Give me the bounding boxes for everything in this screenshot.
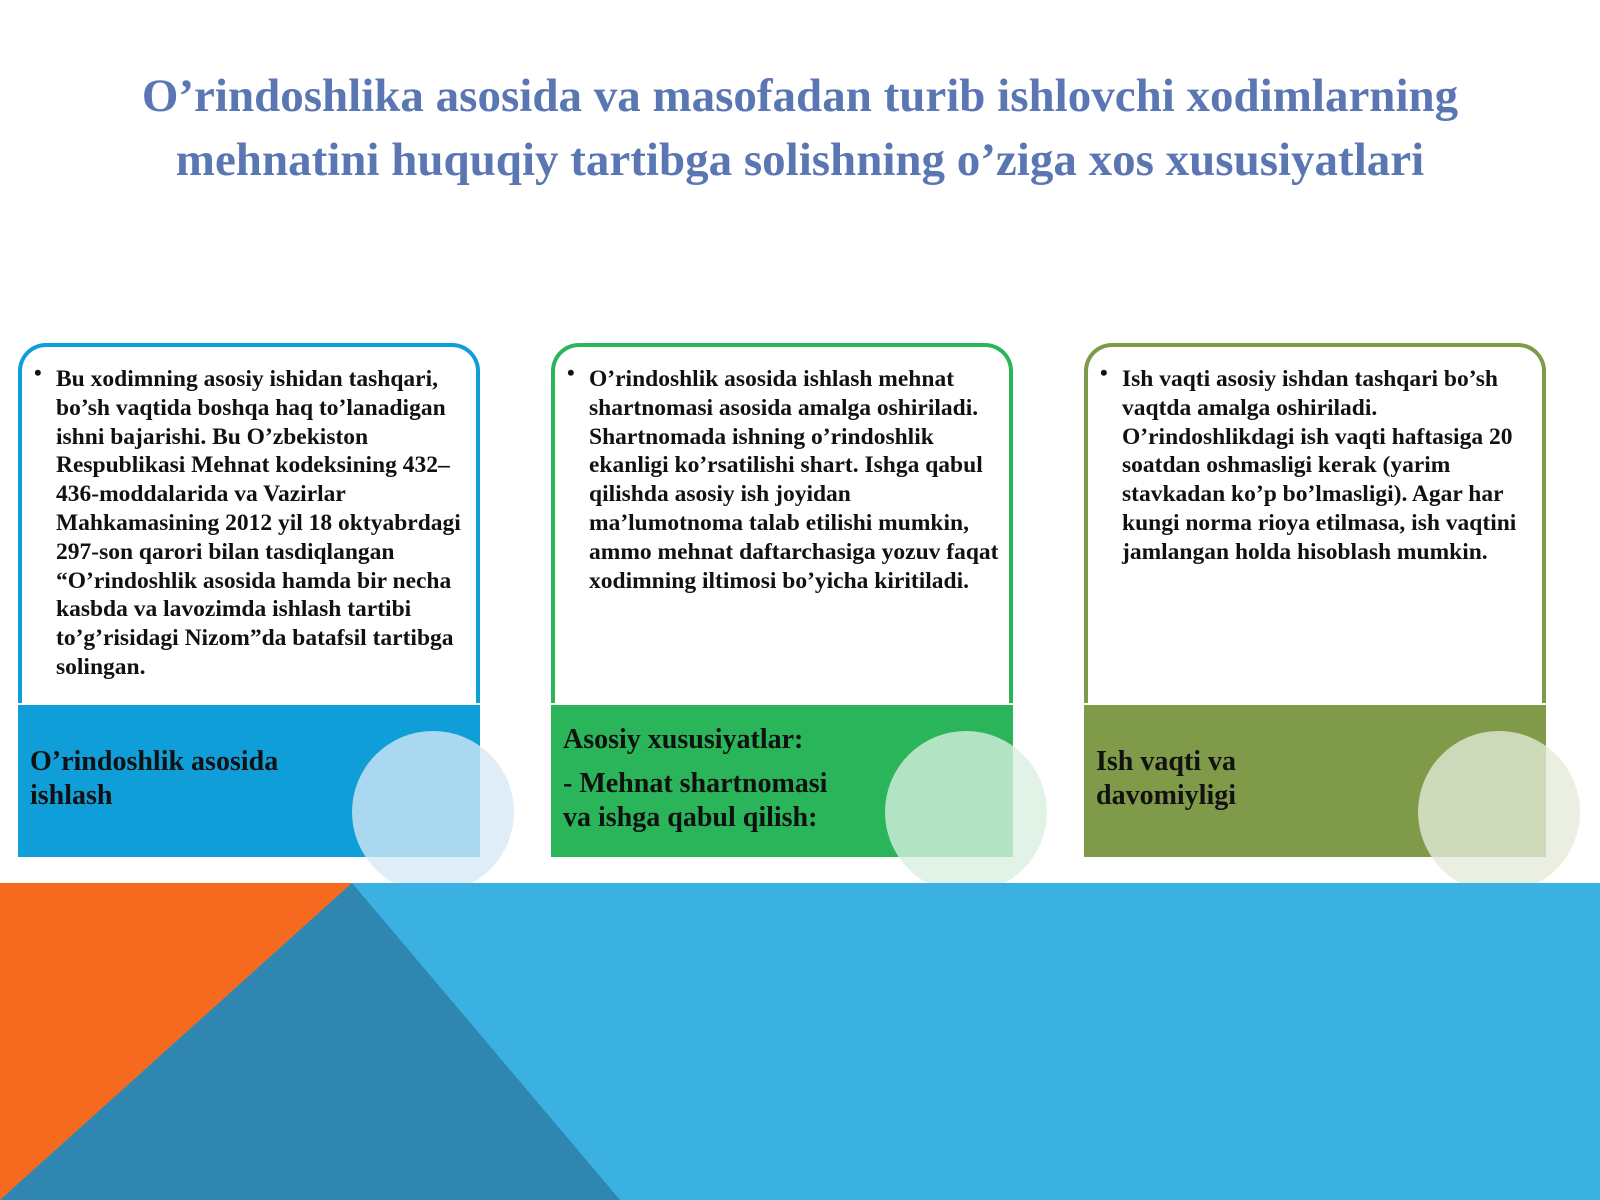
card-label-line: - Mehnat shartnomasi [563,768,828,799]
bullet-item [34,360,474,682]
card-bullet-list [34,360,474,682]
decorative-circle [1418,731,1580,893]
card-bullet-list [1100,360,1540,567]
card-label [563,723,893,835]
card-body-box [18,343,480,703]
card-bullet-list [567,360,1007,595]
bullet-text: O’rindoshlik asosida ishlash mehnat shartnomasi asosida amalga oshiriladi. Shartnomada ishning o’rindoshlik ekanligi ko’rsatilishi shart. Ishga qabul qilishda asosiy ish joyidan ma’lumotnoma talab etilishi mumkin, ammo mehnat daftarchasiga yozuv faqat xodimning iltimosi bo’yicha kiritiladi. [589,366,999,594]
card-label-line: ishlash [30,780,113,811]
decorative-circle [885,731,1047,893]
bullet-item [1100,360,1540,567]
card-label-line: va ishga qabul qilish: [563,802,818,833]
card-label-line: O’rindoshlik asosida [30,746,279,777]
card-label-line: davomiyligi [1096,780,1237,811]
bullet-item [567,360,1007,595]
card-body-box [1084,343,1546,703]
bullet-text: Ish vaqti asosiy ishdan tashqari bo’sh vaqtda amalga oshiriladi. O’rindoshlikdagi ish vaqti haftasiga 20 soatdan oshmasligi kerak (yarim stavkadan ko’p bo’lmasligi). Agar har kungi norma rioya etilmasa, ish vaqtini jamlangan holda hisoblash mumkin. [1122,366,1517,565]
bullet-icon: • [567,360,575,385]
bullet-text: Bu xodimning asosiy ishidan tashqari, bo’sh vaqtida boshqa haq to’lanadigan ishni bajarishi. Bu O’zbekiston Respublikasi Mehnat kodeksining 432–436-moddalarida va Vazirlar Mahkamasining 2012 yil 18 oktyabrdagi 297-son qarori bilan tasdiqlangan “O’rindoshlik asosida hamda bir necha kasbda va lavozimda ishlash tartibi to’g’risidagi Nizom”da batafsil tartibga solingan. [56,366,461,680]
card-label [30,745,360,813]
decorative-circle [352,731,514,893]
card-label-line: Asosiy xususiyatlar: [563,724,804,755]
bottom-decorative-shapes [0,883,1600,1200]
bullet-icon: • [34,360,42,385]
card-label [1096,745,1426,813]
card-body-box [551,343,1013,703]
slide-title: O’rindoshlika asosida va masofadan turib ishlovchi xodimlarning mehnatini huquqiy tartibga solishning o’ziga xos xususiyatlari [141,70,1459,186]
bullet-icon: • [1100,360,1108,385]
card-label-line: Ish vaqti va [1096,746,1237,777]
